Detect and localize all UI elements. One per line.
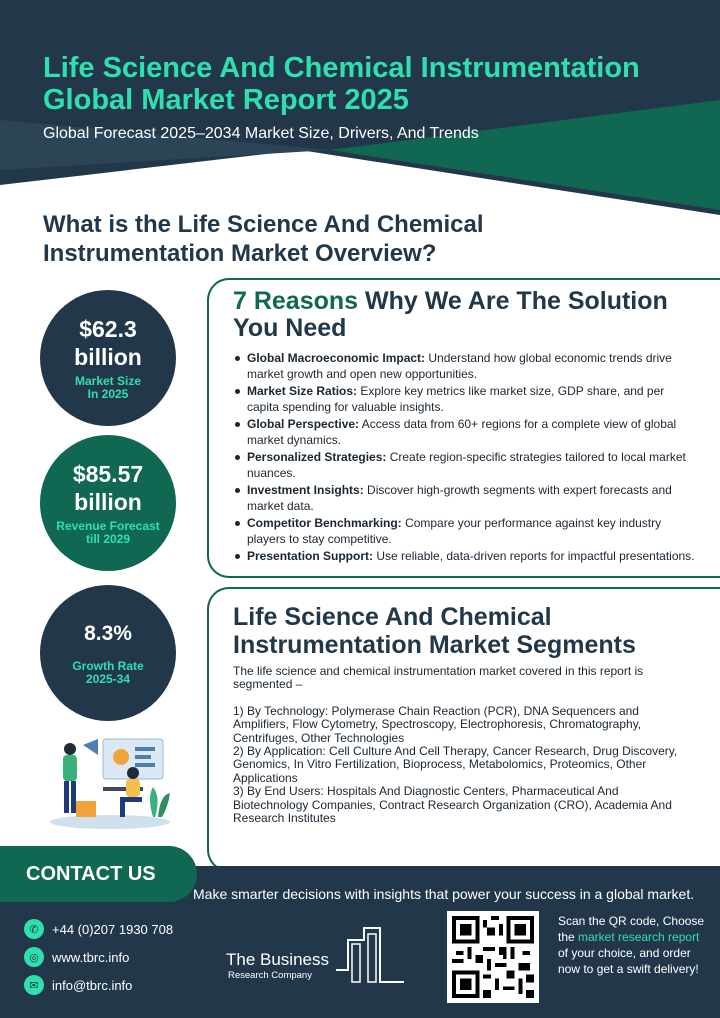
footer-tagline: Make smarter decisions with insights that power your success in a global market. [193, 886, 695, 902]
qr-code-icon [452, 916, 534, 998]
segments-panel [207, 587, 720, 872]
market-size-circle [40, 290, 176, 426]
segments-body [233, 665, 692, 825]
reason-title: Investment Insights: [247, 483, 364, 497]
report-title: Life Science And Chemical Instrumentation Global Market Report 2025 [43, 52, 640, 116]
website-link: www.tbrc.info [52, 949, 130, 965]
scan-link[interactable]: market research report [578, 930, 700, 944]
market-size-value: $62.3 [79, 316, 137, 342]
reason-title: Competitor Benchmarking: [247, 516, 402, 530]
contact-us-heading: CONTACT US [0, 846, 197, 902]
phone-number: +44 (0)207 1930 708 [52, 921, 174, 937]
reason-title: Presentation Support: [247, 549, 374, 563]
segment-application: 2) By Application: Cell Culture And Cell Therapy, Cancer Research, Drug Discovery, Genomics, In Vitro Fertilization, Bioprocess, Metabolomics, Proteomics, Other Applications [233, 744, 678, 785]
growth-rate-circle [40, 585, 176, 721]
reason-title: Market Size Ratios: [247, 384, 358, 398]
qr-code[interactable] [447, 911, 539, 1003]
reasons-panel [207, 278, 720, 578]
reason-text: Compare your performance against key industry players to stay competitive. [247, 516, 662, 546]
reason-title: Personalized Strategies: [247, 450, 387, 464]
reason-text: Explore key metrics like market size, GDP share, and per capita spending for valuable insights. [247, 384, 665, 414]
report-subtitle: Global Forecast 2025–2034 Market Size, Drivers, And Trends [43, 125, 479, 142]
segment-end-users: 3) By End Users: Hospitals And Diagnostic Centers, Pharmaceutical And Biotechnology Companies, Contract Research Organization (CRO), Academia And Research Institutes [233, 784, 672, 826]
list-item [233, 383, 698, 415]
growth-rate-label: Growth Rate 2025-34 [72, 659, 144, 686]
reason-text: Understand how global economic trends drive market growth and open new opportunities. [247, 351, 672, 381]
reason-title: Global Macroeconomic Impact: [247, 351, 426, 365]
list-item [233, 482, 698, 514]
reason-text: Use reliable, data-driven reports for impactful presentations. [373, 549, 695, 563]
reasons-list [233, 350, 698, 564]
phone-icon: ✆ [24, 919, 44, 939]
overview-heading: What is the Life Science And Chemical Instrumentation Market Overview? [43, 211, 484, 267]
reasons-heading-rest: Why We Are The Solution You Need [233, 287, 668, 342]
growth-rate-value: 8.3% [84, 622, 132, 645]
list-item [233, 548, 698, 564]
company-logo [224, 920, 434, 990]
scan-instructions [558, 913, 708, 977]
mail-icon: ✉ [24, 975, 44, 995]
revenue-forecast-circle [40, 435, 176, 571]
market-size-label: Market Size In 2025 [74, 374, 142, 401]
market-size-unit: billion [74, 344, 142, 370]
logo-buildings-icon [336, 920, 406, 990]
reason-title: Global Perspective: [247, 417, 360, 431]
scan-text-2: of your choice, and order now to get a swift delivery! [558, 946, 699, 976]
reason-text: Discover high-growth segments with expert forecasts and market data. [247, 483, 672, 513]
reasons-heading-accent: 7 Reasons [233, 287, 359, 315]
logo-line1: The Business [226, 950, 329, 969]
segment-technology: 1) By Technology: Polymerase Chain Reaction (PCR), DNA Sequencers and Amplifiers, Flow Cytometry, Spectroscopy, Electrophoresis, Chromatography, Centrifuges, Other Technologies [233, 703, 642, 745]
list-item [233, 449, 698, 481]
revenue-forecast-value: $85.57 [72, 461, 144, 487]
list-item [233, 515, 698, 547]
scan-text-1: Scan the QR code, Choose the [558, 914, 705, 944]
list-item [233, 350, 698, 382]
reasons-heading [233, 288, 698, 342]
globe-icon: ◎ [24, 947, 44, 967]
revenue-forecast-unit: billion [74, 489, 142, 515]
logo-line2: Research Company [228, 970, 312, 981]
reason-text: Access data from 60+ regions for a complete view of global market dynamics. [247, 417, 677, 447]
segments-intro: The life science and chemical instrumentation market covered in this report is segmented – [233, 664, 644, 692]
list-item [233, 416, 698, 448]
contact-email[interactable] [24, 975, 132, 995]
contact-website[interactable] [24, 947, 129, 967]
contact-phone[interactable] [24, 919, 173, 939]
team-illustration [48, 735, 173, 830]
segments-heading: Life Science And Chemical Instrumentation Market Segments [233, 603, 636, 659]
reason-text: Create region-specific strategies tailored to local market nuances. [247, 450, 686, 480]
email-link: info@tbrc.info [52, 977, 133, 993]
revenue-forecast-label: Revenue Forecast till 2029 [56, 519, 160, 546]
